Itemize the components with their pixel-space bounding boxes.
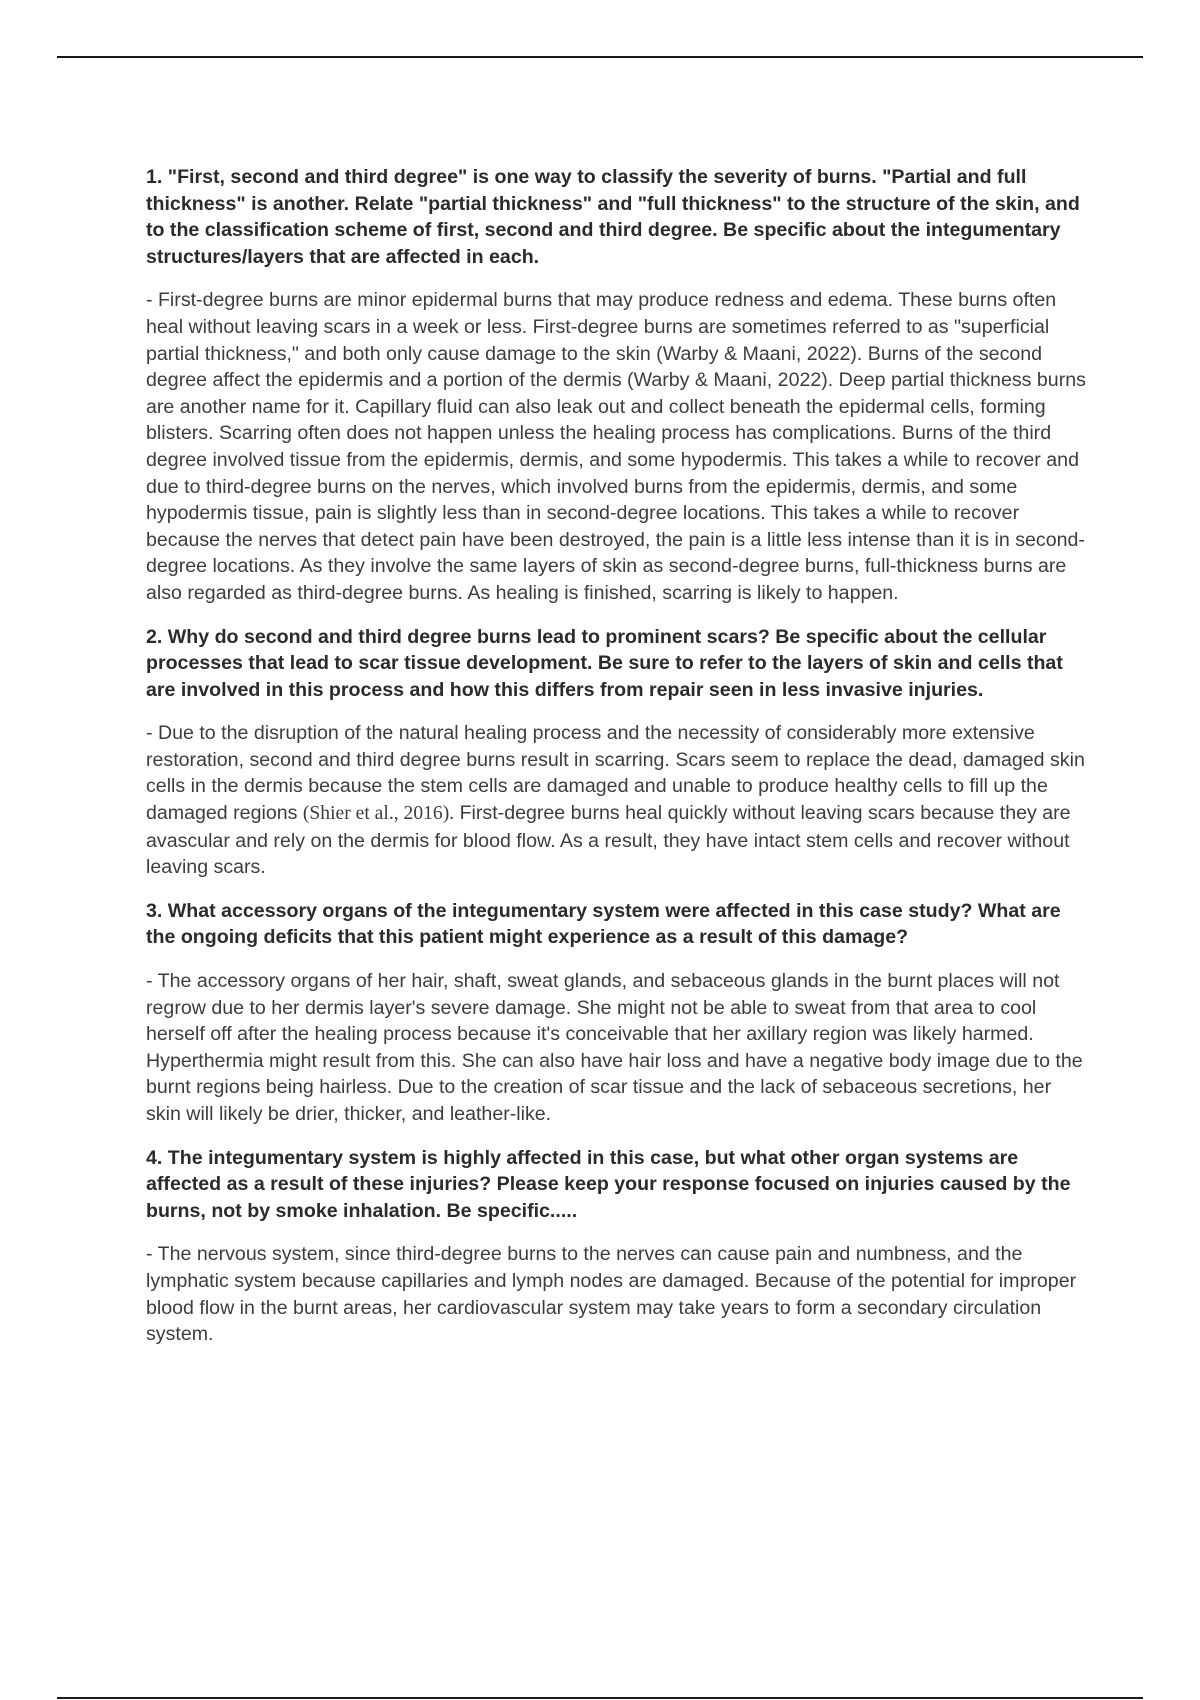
answer-2-citation: (Shier et al., 2016). <box>302 803 455 825</box>
answer-2 <box>146 720 1091 881</box>
bottom-rule <box>57 1697 1143 1699</box>
answer-1: - First-degree burns are minor epidermal burns that may produce redness and edema. These burns often heal without leaving scars in a week or less. First-degree burns are sometimes referred to as "superficial partial thickness," and both only cause damage to the skin (Warby & Maani, 2022). Burns of the second degree affect the epidermis and a portion of the dermis (Warby & Maani, 2022). Deep partial thickness burns are another name for it. Capillary fluid can also leak out and collect beneath the epidermal cells, forming blisters. Scarring often does not happen unless the healing process has complications. Burns of the third degree involved tissue from the epidermis, dermis, and some hypodermis. This takes a while to recover and due to third-degree burns on the nerves, which involved burns from the epidermis, dermis, and some hypodermis tissue, pain is slightly less than in second-degree locations. This takes a while to recover because the nerves that detect pain have been destroyed, the pain is a little less intense than it is in second-degree locations. As they involve the same layers of skin as second-degree burns, full-thickness burns are also regarded as third-degree burns. As healing is finished, scarring is likely to happen. <box>146 289 1086 604</box>
question-4: 4. The integumentary system is highly affected in this case, but what other organ systems are affected as a result of these injuries? Please keep your response focused on injuries caused by the burns, not by smoke inhalation. Be specific..... <box>146 1146 1071 1222</box>
answer-2-text-before: - Due to the disruption of the natural healing process and the necessity of considerably more extensive restoration, second and third degree burns result in scarring. Scars seem to replace the dead, damaged skin cells in the dermis because the stem cells are damaged and unable to produce healthy cells to fill up the damaged regions <box>146 722 1085 825</box>
answer-2-text-after: First-degree burns heal quickly without leaving scars because they are avascular and rely on the dermis for blood flow. As a result, they have intact stem cells and recover without leaving scars. <box>146 802 1071 879</box>
question-1: 1. "First, second and third degree" is one way to classify the severity of burns. "Partial and full thickness" is another. Relate "partial thickness" and "full thickness" to the structure of the skin, and to the classification scheme of first, second and third degree. Be specific about the integumentary structures/layers that are affected in each. <box>146 166 1080 268</box>
document-body <box>146 164 1091 1365</box>
answer-3: - The accessory organs of her hair, shaft, sweat glands, and sebaceous glands in the burnt places will not regrow due to her dermis layer's severe damage. She might not be able to sweat from that area to cool herself off after the healing process because it's conceivable that her axillary region was likely harmed. Hyperthermia might result from this. She can also have hair loss and have a negative body image due to the burnt regions being hairless. Due to the creation of scar tissue and the lack of sebaceous secretions, her skin will likely be drier, thicker, and leather-like. <box>146 970 1083 1125</box>
top-rule <box>57 56 1143 58</box>
question-2: 2. Why do second and third degree burns lead to prominent scars? Be specific about the cellular processes that lead to scar tissue development. Be sure to refer to the layers of skin and cells that are involved in this process and how this differs from repair seen in less invasive injuries. <box>146 625 1063 701</box>
question-3: 3. What accessory organs of the integumentary system were affected in this case study? What are the ongoing deficits that this patient might experience as a result of this damage? <box>146 899 1061 949</box>
answer-4: - The nervous system, since third-degree burns to the nerves can cause pain and numbness, and the lymphatic system because capillaries and lymph nodes are damaged. Because of the potential for improper blood flow in the burnt areas, her cardiovascular system may take years to form a secondary circulation system. <box>146 1243 1077 1346</box>
